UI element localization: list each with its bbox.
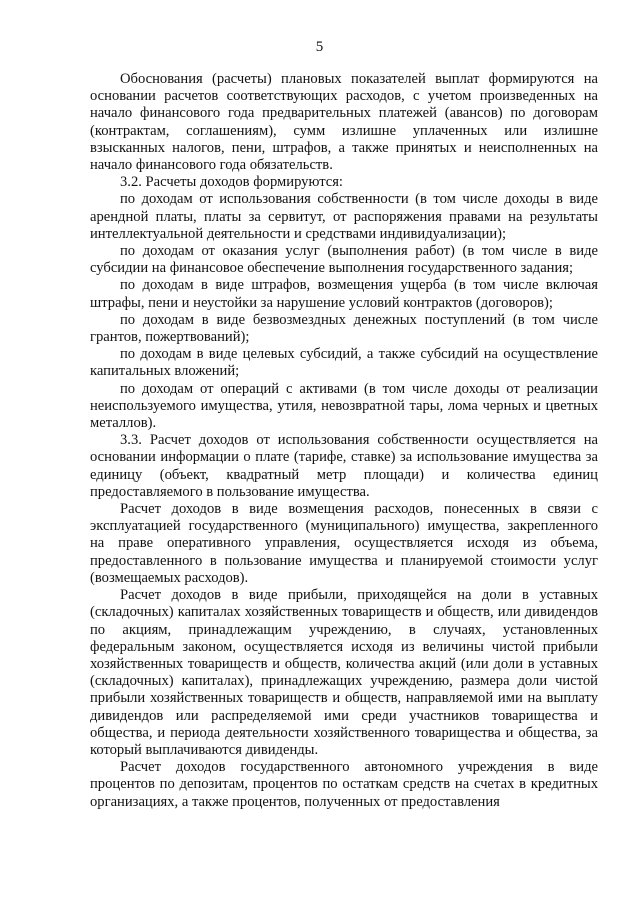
- list-item-fines-income: по доходам в виде штрафов, возмещения ущерба (в том числе включая штрафы, пени и неустойки за нарушение условий контрактов (договоров);: [90, 277, 598, 311]
- list-item-property-income: по доходам от использования собственности (в том числе доходы в виде арендной платы, платы за сервитут, от распоряжения правами на результаты интеллектуальной деятельности и средствами индивидуализации);: [90, 191, 598, 242]
- paragraph-deposit-interest: Расчет доходов государственного автономного учреждения в виде процентов по депозитам, процентов по остаткам средств на счетах в кредитных организациях, а также процентов, полученных от предоставления: [90, 759, 598, 810]
- paragraph-section-3-2-heading: 3.2. Расчеты доходов формируются:: [120, 174, 343, 191]
- paragraph-expense-reimbursement: Расчет доходов в виде возмещения расходов, понесенных в связи с эксплуатацией государственного (муниципального) имущества, закрепленного на праве оперативного управления, осуществляется исходя из объема, предоставленного в пользование имущества и планируемой стоимости услуг (возмещаемых расходов).: [90, 501, 598, 586]
- list-item-grants-income: по доходам в виде безвозмездных денежных поступлений (в том числе грантов, пожертвований);: [90, 311, 598, 346]
- list-item-asset-operations-income: по доходам от операций с активами (в том числе доходы от реализации неиспользуемого имущества, утиля, невозвратной тары, лома черных и цветных металлов).: [90, 380, 598, 432]
- list-item-services-income: по доходам от оказания услуг (выполнения работ) (в том числе в виде субсидии на финансовое обеспечение выполнения государственного задания;: [90, 243, 598, 277]
- page-number: 5: [315, 39, 324, 55]
- list-item-subsidies-income: по доходам в виде целевых субсидий, а также субсидий на осуществление капитальных вложений;: [90, 346, 598, 380]
- document-body: [90, 71, 598, 811]
- paragraph-justification-basis: Обоснования (расчеты) плановых показателей выплат формируются на основании расчетов соответствующих расходов, с учетом произведенных на начало финансового года предварительных платежей (авансов) по договорам (контрактам, соглашениям), сумм излишне уплаченных или излишне взысканных налогов, пени, штрафов, а также принятых и неисполненных на начало финансового года обязательств.: [90, 71, 598, 174]
- paragraph-section-3-3: 3.3. Расчет доходов от использования собственности осуществляется на основании информации о плате (тарифе, ставке) за использование имущества за единицу (объект, квадратный метр площади) и количества единиц предоставляемого в пользование имущества.: [90, 432, 598, 500]
- paragraph-dividends: Расчет доходов в виде прибыли, приходящейся на доли в уставных (складочных) капиталах хозяйственных товариществ и обществ, или дивидендов по акциям, принадлежащим учреждению, в случаях, установленных федеральным законом, осуществляется исходя из величины чистой прибыли хозяйственных товариществ и обществ, количества акций (или доли в уставных (складочных) капиталах), принадлежащих учреждению, размера доли чистой прибыли хозяйственных товариществ и обществ, направляемой ими на выплату дивидендов или распределяемой ими среди участников товарищества и общества, и периода деятельности хозяйственного товарищества и общества, за который выплачиваются дивиденды.: [90, 587, 598, 758]
